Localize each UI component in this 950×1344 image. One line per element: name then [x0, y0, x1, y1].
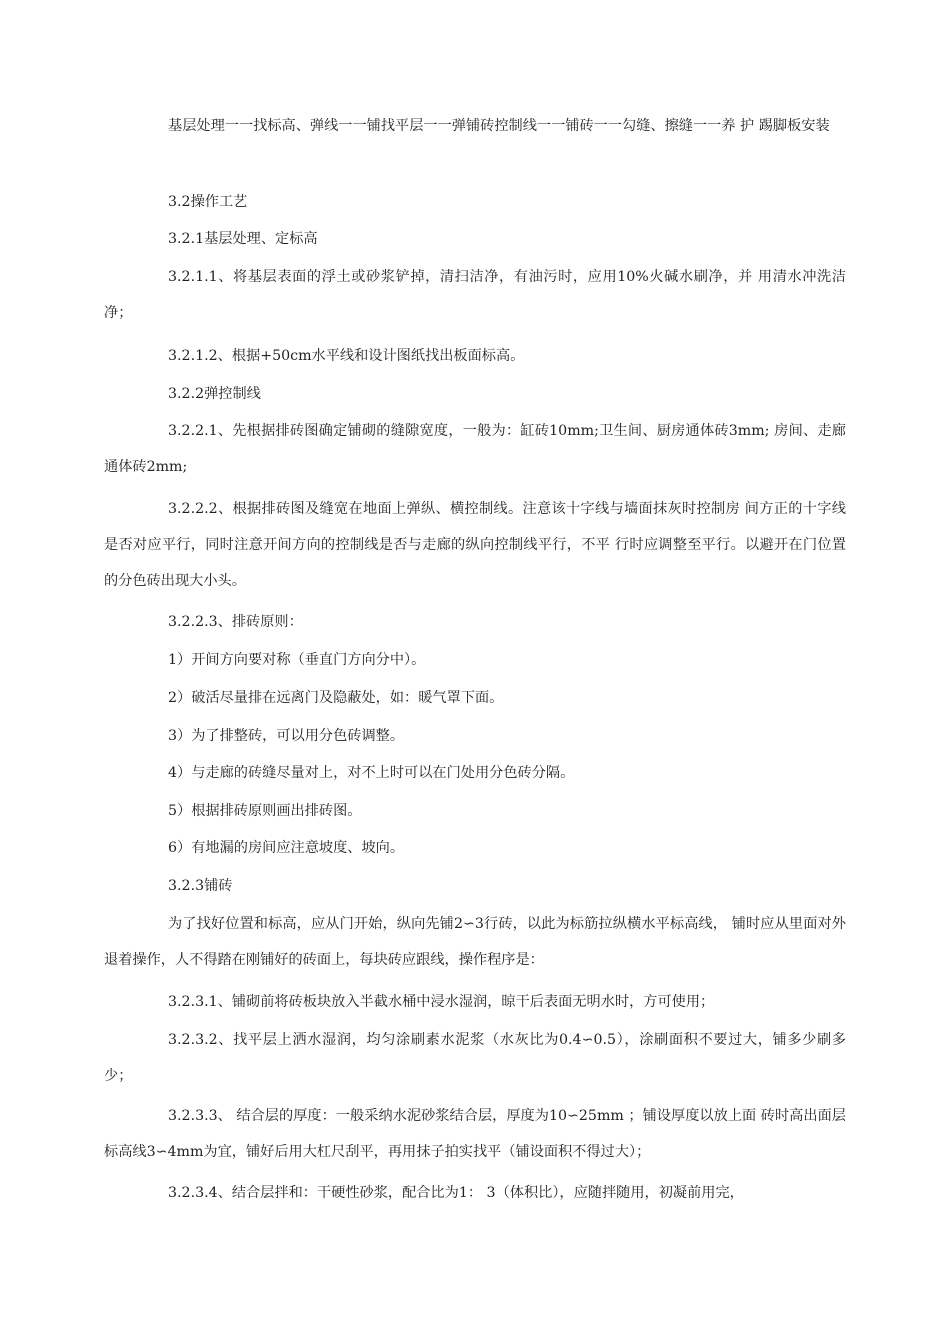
- heading-3-2-3: 3.2.3铺砖: [168, 878, 233, 894]
- heading-3-2-1: 3.2.1基层处理、定标高: [168, 231, 318, 247]
- list-item-5: 5）根据排砖原则画出排砖图。: [168, 803, 362, 819]
- heading-3-2-2: 3.2.2弹控制线: [168, 386, 261, 402]
- list-item-2: 2）破活尽量排在远离门及隐蔽处，如：暖气罩下面。: [168, 690, 504, 706]
- list-item-4: 4）与走廊的砖缝尽量对上，对不上时可以在门处用分色砖分隔。: [168, 765, 575, 781]
- paragraph-3-2-3-1: 3.2.3.1、铺砌前将砖板块放入半截水桶中浸水湿润，晾干后表面无明水时，方可使用；: [168, 994, 715, 1010]
- paragraph-process-flow: 基层处理一一找标高、弹线一一铺找平层一一弹铺砖控制线一一铺砖一一勾缝、擦缝一一养 护 踢脚板安装: [168, 118, 830, 134]
- list-item-3: 3）为了排整砖，可以用分色砖调整。: [168, 728, 405, 744]
- paragraph-3-2-1-1: 3.2.1.1、将基层表面的浮土或砂浆铲掉，清扫洁净，有油污时，应用10%火碱水刷净，并 用清水冲洗洁净；: [104, 269, 846, 321]
- paragraph-3-2-2-3: 3.2.2.3、排砖原则：: [168, 614, 303, 630]
- list-item-1: 1）开间方向要对称（垂直门方向分中）。: [168, 652, 426, 668]
- list-item-6: 6）有地漏的房间应注意坡度、坡向。: [168, 840, 405, 856]
- paragraph-3-2-2-1: 3.2.2.1、先根据排砖图确定铺砌的缝隙宽度，一般为：缸砖10mm;卫生间、厨房通体砖3mm; 房间、走廊通体砖2mm;: [104, 423, 846, 475]
- paragraph-3-2-1-2: 3.2.1.2、根据+50cm水平线和设计图纸找出板面标高。: [168, 348, 525, 364]
- heading-3-2: 3.2操作工艺: [168, 194, 248, 210]
- paragraph-3-2-3-2: 3.2.3.2、找平层上洒水湿润，均匀涂刷素水泥浆（水灰比为0.4∽0.5），涂刷面积不要过大，铺多少刷多少；: [104, 1032, 846, 1084]
- paragraph-3-2-3-3: 3.2.3.3、 结合层的厚度：一般采纳水泥砂浆结合层，厚度为10∽25mm ；铺设厚度以放上面 砖时高出面层标高线3∽4mm为宜，铺好后用大杠尺刮平，再用抹子拍实找平（铺设面积不得过大）；: [104, 1108, 846, 1160]
- paragraph-3-2-3-4: 3.2.3.4、结合层拌和：干硬性砂浆，配合比为1： 3（体积比），应随拌随用，初凝前用完，: [168, 1185, 744, 1201]
- paragraph-3-2-2-2: 3.2.2.2、根据排砖图及缝宽在地面上弹纵、横控制线。注意该十字线与墙面抹灰时控制房 间方正的十字线是否对应平行，同时注意开间方向的控制线是否与走廊的纵向控制线平行，不平 行时应调整至平行。以避开在门位置的分色砖出现大小头。: [104, 501, 846, 589]
- paragraph-tiling-intro: 为了找好位置和标高，应从门开始，纵向先铺2∽3行砖，以此为标筋拉纵横水平标高线， 铺时应从里面对外退着操作，人不得踏在刚铺好的砖面上，每块砖应跟线，操作程序是：: [104, 916, 846, 968]
